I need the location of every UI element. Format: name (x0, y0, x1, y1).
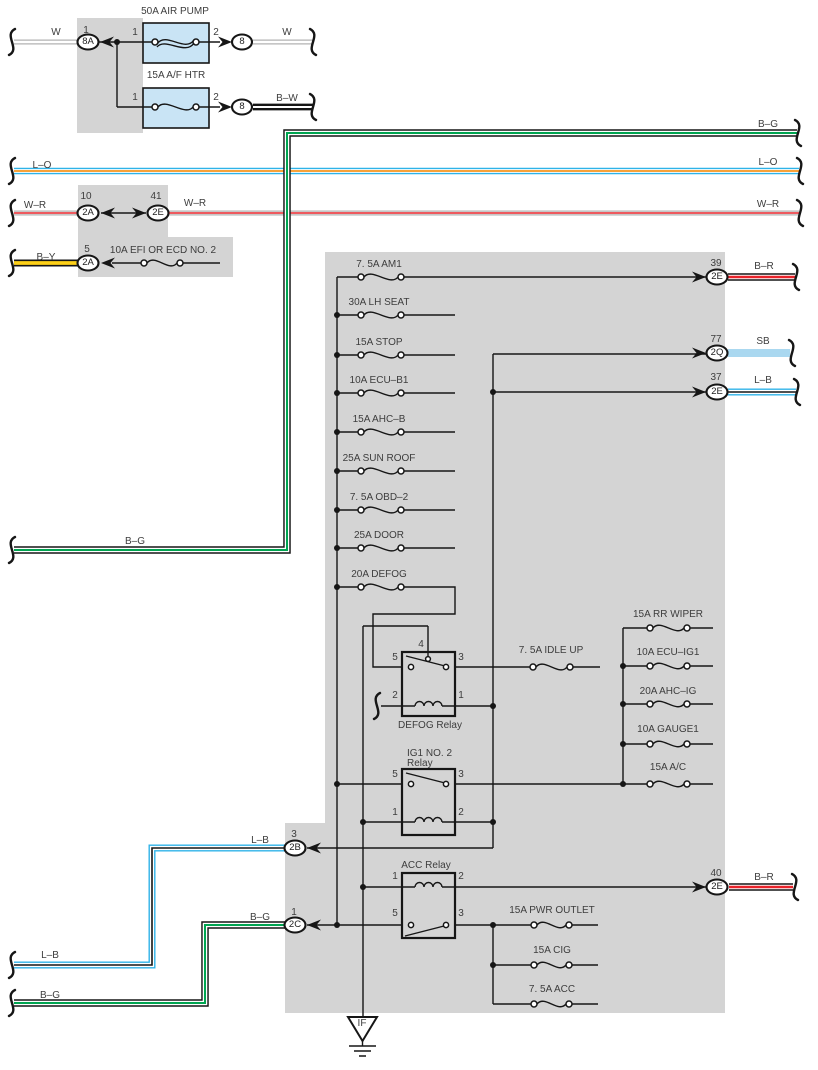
wire-label-wr-right: W–R (756, 199, 780, 210)
wire-label-lb-2b: L–B (251, 835, 269, 846)
pin-number: 2 (392, 690, 398, 701)
pin-number: 3 (458, 908, 464, 919)
wire-label-lb-37: L–B (754, 375, 772, 386)
pin-number: 1 (132, 27, 138, 38)
wire-label-bg-left: B–G (124, 536, 146, 547)
wire-label-lo-right: L–O (758, 157, 778, 168)
fuse-label-rr-wiper: 15A RR WIPER (632, 609, 704, 620)
connector-id-2a: 2A (82, 206, 94, 218)
fuse-label-lh-seat: 30A LH SEAT (348, 297, 410, 308)
pin-number: 40 (710, 868, 722, 879)
fuse-label-ecu-ig1: 10A ECU–IG1 (636, 647, 700, 658)
fuse-label-ahc-b: 15A AHC–B (352, 414, 406, 425)
pin-number: 5 (392, 908, 398, 919)
pin-number: 3 (291, 829, 297, 840)
pin-number: 1 (392, 807, 398, 818)
fuse-label-acc: 7. 5A ACC (528, 984, 576, 995)
wire-label-w-left: W (51, 27, 61, 38)
connector-id-2e: 2E (152, 206, 164, 218)
wire-label-br-39: B–R (754, 261, 774, 272)
relay-label-acc: ACC Relay (401, 860, 451, 871)
fuse-label-cig: 15A CIG (533, 945, 571, 956)
wire-label-br-40: B–R (754, 872, 774, 883)
connector-id-2b: 2B (289, 841, 301, 853)
pin-number: 2 (458, 871, 464, 882)
connector-id-2e: 2E (711, 880, 723, 892)
pin-number: 5 (84, 244, 90, 255)
wire-label-w-right: W (282, 27, 292, 38)
pin-number: 10 (80, 191, 92, 202)
pin-number: 41 (150, 191, 162, 202)
connector-id-8: 8 (239, 100, 245, 112)
wire-label-lb-bottom: L–B (41, 950, 59, 961)
fuse-label-stop: 15A STOP (355, 337, 403, 348)
relay-label-ig1-line1: IG1 NO. 2 (407, 748, 453, 759)
pin-number: 5 (392, 652, 398, 663)
wire-label-wr-left: W–R (23, 200, 47, 211)
pin-number: 2 (213, 92, 219, 103)
connector-id-2e: 2E (711, 385, 723, 397)
pin-number: 2 (458, 807, 464, 818)
connector-id-2a: 2A (82, 256, 94, 268)
fuse-label-air-pump: 50A AIR PUMP (141, 6, 209, 17)
pin-number: 37 (710, 372, 722, 383)
fuse-label-defog: 20A DEFOG (351, 569, 407, 580)
connector-id-2e: 2E (711, 270, 723, 282)
fuse-label-pwr-outlet: 15A PWR OUTLET (509, 905, 595, 916)
connector-id-2c: 2C (288, 918, 302, 930)
wire-label-wr-mid: W–R (183, 198, 207, 209)
fuse-label-ecu-b1: 10A ECU–B1 (349, 375, 409, 386)
pin-number: 1 (392, 871, 398, 882)
fuse-label-gauge1: 10A GAUGE1 (637, 724, 699, 735)
pin-number: 4 (418, 639, 424, 650)
relay-label-ig1-line2: Relay (407, 758, 433, 769)
wire-label-by: B–Y (36, 252, 56, 263)
fuse-label-ac: 15A A/C (649, 762, 687, 773)
pin-number: 1 (291, 907, 297, 918)
pin-number: 3 (458, 652, 464, 663)
fuse-label-ahc-ig: 20A AHC–IG (639, 686, 697, 697)
wire-label-bg-bottom: B–G (39, 990, 61, 1001)
pin-number: 1 (132, 92, 138, 103)
pin-number: 5 (392, 769, 398, 780)
connector-id-8: 8 (239, 35, 245, 47)
pin-number: 2 (213, 27, 219, 38)
pin-number: 1 (458, 690, 464, 701)
connector-id-8a: 8A (82, 35, 94, 47)
pin-number: 39 (710, 258, 722, 269)
wire-label-bg-2c: B–G (249, 912, 271, 923)
fuse-label-sun-roof: 25A SUN ROOF (342, 453, 416, 464)
fuse-label-idle-up: 7. 5A IDLE UP (518, 645, 584, 656)
fuse-label-obd2: 7. 5A OBD–2 (349, 492, 409, 503)
pin-number: 77 (710, 334, 722, 345)
fuse-label-efi: 10A EFI OR ECD NO. 2 (109, 245, 217, 256)
fuse-label-door: 25A DOOR (353, 530, 405, 541)
wire-label-lo-left: L–O (32, 160, 52, 171)
wire-label-sb: SB (756, 336, 770, 347)
fuse-label-af-htr: 15A A/F HTR (146, 70, 206, 81)
ground-label: IF (357, 1018, 367, 1029)
fuse-label-am1: 7. 5A AM1 (356, 259, 402, 270)
pin-number: 1 (83, 25, 89, 36)
wire-label-bw: B–W (276, 93, 298, 104)
connector-id-2q: 2Q (710, 346, 724, 358)
wire-label-bg-right: B–G (757, 119, 779, 130)
relay-label-defog: DEFOG Relay (398, 720, 462, 731)
pin-number: 3 (458, 769, 464, 780)
